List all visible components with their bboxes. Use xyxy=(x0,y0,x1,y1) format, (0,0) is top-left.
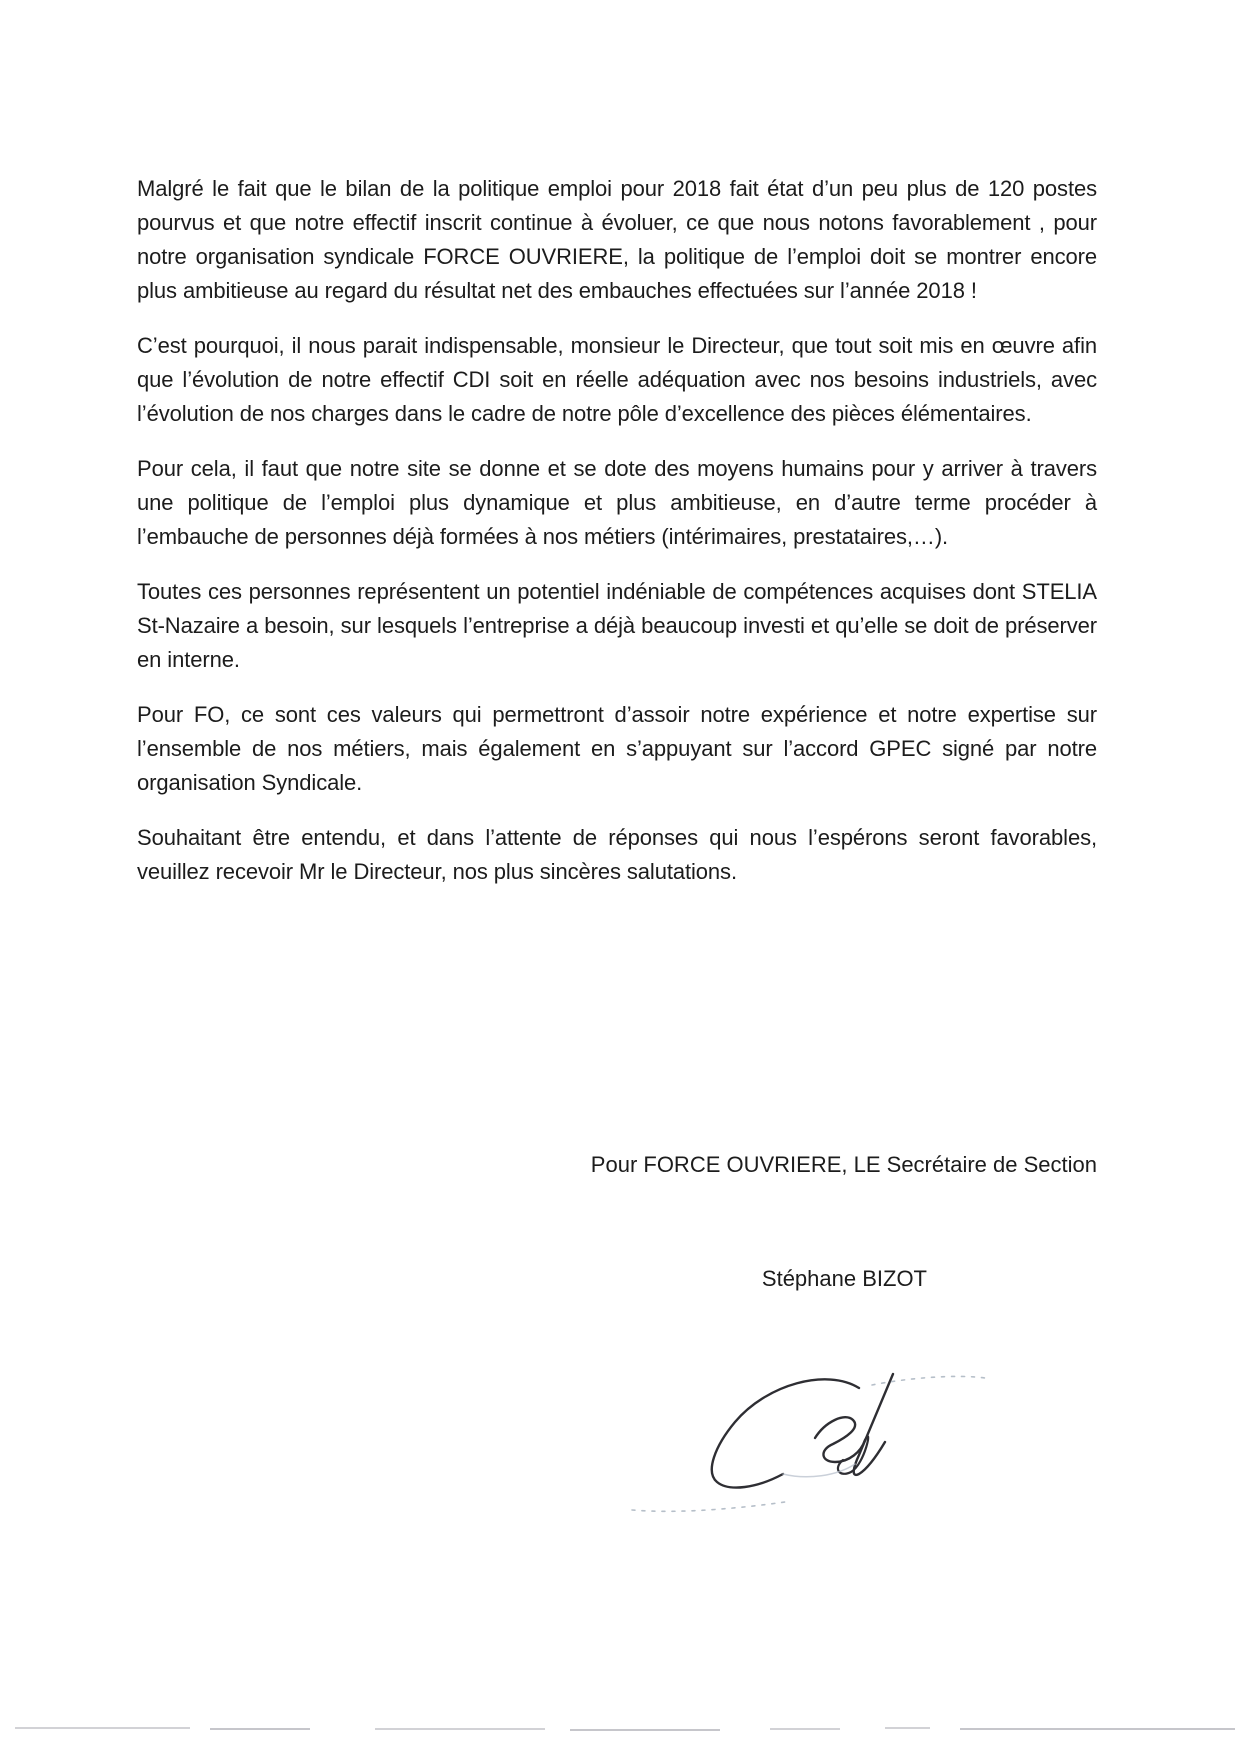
paragraph-hiring-policy: Pour cela, il faut que notre site se donne et se dote des moyens humains pour y arriver à travers une politique de l’emploi plus dynamique et plus ambitieuse, en d’autre terme procéder à l’embauche de personnes déjà formées à nos métiers (intérimaires, prestataires,…). xyxy=(137,456,1097,549)
paragraph-salutation: Souhaitant être entendu, et dans l’attente de réponses qui nous l’espérons seront favorables, veuillez recevoir Mr le Directeur, nos plus sincères salutations. xyxy=(137,825,1097,884)
handwritten-signature-icon xyxy=(622,1360,992,1515)
letter-body xyxy=(137,172,1097,910)
paragraph-cdi-evolution: C’est pourquoi, il nous parait indispensable, monsieur le Directeur, que tout soit mis en œuvre afin que l’évolution de notre effectif CDI soit en réelle adéquation avec nos besoins industriels, avec l’évolution de nos charges dans le cadre de notre pôle d’excellence des pièces élémentaires. xyxy=(137,333,1097,426)
paragraph-employment-review: Malgré le fait que le bilan de la politique emploi pour 2018 fait état d’un peu plus de 120 postes pourvus et que notre effectif inscrit continue à évoluer, ce que nous notons favorablement , pour notre organisation syndicale FORCE OUVRIERE, la politique de l’emploi doit se montrer encore plus ambitieuse au regard du résultat net des embauches effectuées sur l’année 2018 ! xyxy=(137,176,1097,303)
paragraph-fo-values: Pour FO, ce sont ces valeurs qui permettront d’assoir notre expérience et notre expertise sur l’ensemble de nos métiers, mais également en s’appuyant sur l’accord GPEC signé par notre organisation Syndicale. xyxy=(137,702,1097,795)
signatory-name: Stéphane BIZOT xyxy=(761,1266,927,1291)
closing-line: Pour FORCE OUVRIERE, LE Secrétaire de Section xyxy=(590,1152,1097,1177)
signature-image xyxy=(622,1360,992,1515)
paragraph-skills-potential: Toutes ces personnes représentent un potentiel indéniable de compétences acquises dont STELIA St-Nazaire a besoin, sur lesquels l’entreprise a déjà beaucoup investi et qu’elle se doit de préserver en interne. xyxy=(137,579,1097,672)
